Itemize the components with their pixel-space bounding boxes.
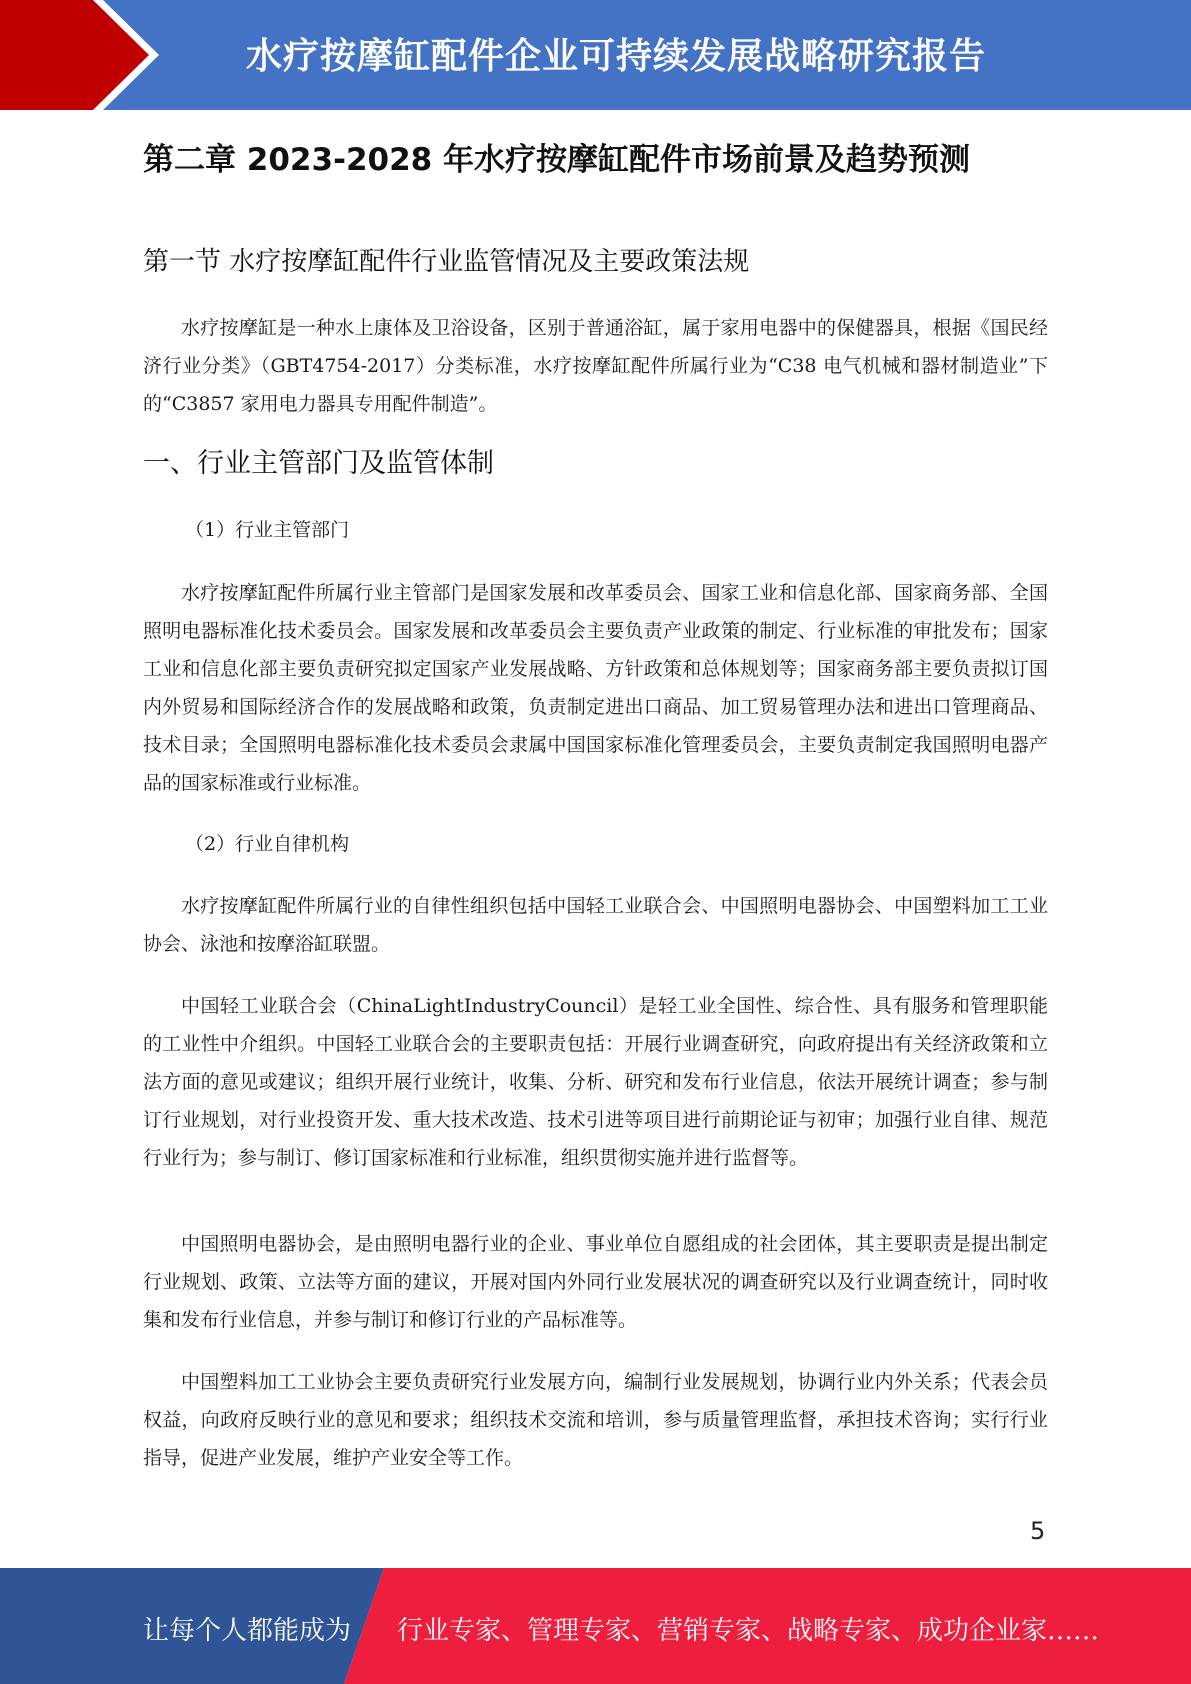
- report-title: 水疗按摩缸配件企业可持续发展战略研究报告: [246, 36, 987, 77]
- page-number: 5: [1030, 1517, 1046, 1545]
- item2-paragraph-3: 中国照明电器协会，是由照明电器行业的企业、事业单位自愿组成的社会团体，其主要职责是提出制定行业规划、政策、立法等方面的建议，开展对国内外同行业发展状况的调查研究以及行业调查统计，同时收集和发布行业信息，并参与制订和修订行业的产品标准等。: [143, 1233, 1048, 1331]
- item2-paragraph-4: 中国塑料加工工业协会主要负责研究行业发展方向，编制行业发展规划，协调行业内外关系；代表会员权益，向政府反映行业的意见和要求；组织技术交流和培训，参与质量管理监督，承担技术咨询；实行行业指导，促进产业发展，维护产业安全等工作。: [143, 1371, 1048, 1469]
- item1-label: （1）行业主管部门: [185, 519, 350, 541]
- page-header: [0, 0, 1191, 110]
- header-chevron-decoration: [0, 0, 160, 110]
- section-title: 第一节 水疗按摩缸配件行业监管情况及主要政策法规: [143, 247, 750, 277]
- chapter-title: 第二章 2023-2028 年水疗按摩缸配件市场前景及趋势预测: [143, 142, 971, 178]
- item2-label: （2）行业自律机构: [185, 833, 350, 855]
- item2-paragraph-2: 中国轻工业联合会（ChinaLightIndustryCouncil）是轻工业全国性、综合性、具有服务和管理职能的工业性中介组织。中国轻工业联合会的主要职责包括：开展行业调查研究，向政府提出有关经济政策和立法方面的意见或建议；组织开展行业统计，收集、分析、研究和发布行业信息，依法开展统计调查；参与制订行业规划，对行业投资开发、重大技术改造、技术引进等项目进行前期论证与初审；加强行业自律、规范行业行为；参与制订、修订国家标准和行业标准，组织贯彻实施并进行监督等。: [143, 995, 1048, 1169]
- footer-slogan-right: 行业专家、管理专家、营销专家、战略专家、成功企业家……: [397, 1616, 1100, 1646]
- item2-paragraph-1: 水疗按摩缸配件所属行业的自律性组织包括中国轻工业联合会、中国照明电器协会、中国塑料加工工业协会、泳池和按摩浴缸联盟。: [143, 895, 1048, 955]
- document-body: [143, 138, 1048, 1469]
- footer-slogan-left: 让每个人都能成为: [143, 1616, 352, 1646]
- item1-paragraph: 水疗按摩缸配件所属行业主管部门是国家发展和改革委员会、国家工业和信息化部、国家商务部、全国照明电器标准化技术委员会。国家发展和改革委员会主要负责产业政策的制定、行业标准的审批发布；国家工业和信息化部主要负责研究拟定国家产业发展战略、方针政策和总体规划等；国家商务部主要负责拟订国内外贸易和国际经济合作的发展战略和政策，负责制定进出口商品、加工贸易管理办法和进出口管理商品、技术目录；全国照明电器标准化技术委员会隶属中国国家标准化管理委员会，主要负责制定我国照明电器产品的国家标准或行业标准。: [143, 582, 1048, 794]
- intro-paragraph: 水疗按摩缸是一种水上康体及卫浴设备，区别于普通浴缸，属于家用电器中的保健器具，根据《国民经济行业分类》（GBT4754-2017）分类标准，水疗按摩缸配件所属行业为“C38 电气机械和器材制造业”下的“C3857 家用电力器具专用配件制造”。: [143, 317, 1048, 415]
- page-footer: [0, 1568, 1191, 1684]
- subsection-title: 一、行业主管部门及监管体制: [143, 448, 494, 479]
